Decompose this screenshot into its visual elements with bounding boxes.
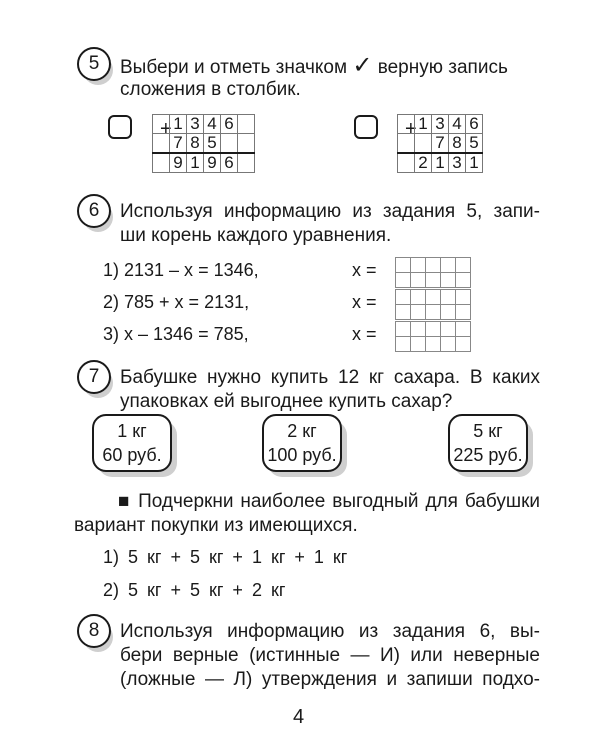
digit: 3 [449,153,466,173]
digit: 8 [187,134,204,154]
digit: 7 [170,134,187,154]
answer-checkbox-b[interactable] [354,115,378,139]
pack-price: 60 руб. [102,445,162,465]
task-7-sub-line-1: ■ Подчеркни наиболее выгодный для бабушки [118,491,540,512]
column-addition-a [152,114,255,173]
digit: 4 [449,115,466,134]
digit: 1 [432,153,449,173]
answer-label-1: x = [352,260,377,280]
pack-weight: 1 кг [117,421,147,441]
equation-1: 1) 2131 – x = 1346, [103,260,259,280]
option-2[interactable]: 2) 5 кг + 5 кг + 2 кг [103,580,286,600]
digit [221,134,238,154]
digit: 5 [466,134,483,154]
digit: 6 [221,115,238,134]
task-7-line-1: Бабушке нужно купить 12 кг сахара. В каких [120,367,540,388]
pack-price: 100 руб. [267,445,337,465]
digit: 2 [415,153,432,173]
digit [415,134,432,154]
task-6-line-1: Используя информацию из задания 5, запи- [120,201,540,222]
answer-field-2[interactable] [395,289,471,320]
pack-weight: 2 кг [287,421,317,441]
task-7-line-2: упаковках ей выгоднее купить сахар? [120,391,453,412]
task-5-number: 5 [77,47,111,81]
digit: 4 [204,115,221,134]
pack-weight: 5 кг [473,421,503,441]
task-6-line-2: ши корень каждого уравнения. [120,225,392,246]
pack-5kg [448,414,528,472]
equation-3: 3) x – 1346 = 785, [103,324,249,344]
digit: 1 [187,153,204,173]
digit: 1 [466,153,483,173]
option-1[interactable]: 1) 5 кг + 5 кг + 1 кг + 1 кг [103,547,348,567]
digit: 6 [221,153,238,173]
task-6-number: 6 [77,194,111,228]
task-8-line-1: Используя информацию из задания 6, вы- [120,621,540,642]
task-5-line-2: сложения в столбик. [120,79,301,100]
task-5-text-b: верную запись [377,57,508,78]
digit: 3 [432,115,449,134]
answer-checkbox-a[interactable] [108,115,132,139]
digit: 1 [170,115,187,134]
digit: 6 [466,115,483,134]
answer-field-1[interactable] [395,257,471,288]
digit: 5 [204,134,221,154]
digit: 7 [432,134,449,154]
digit: 1 [415,115,432,134]
task-8-number: 8 [77,614,111,648]
task-5-line-1 [120,54,540,80]
plus-sign-b: + [405,118,417,140]
digit: 9 [170,153,187,173]
task-7-number: 7 [77,360,111,394]
answer-field-3[interactable] [395,321,471,352]
pack-2kg [262,414,342,472]
task-8-line-2: бери верные (истинные — И) или неверные [120,645,540,666]
pack-price: 225 руб. [453,445,523,465]
answer-label-2: x = [352,292,377,312]
plus-sign-a: + [160,118,172,140]
answer-label-3: x = [352,324,377,344]
equation-2: 2) 785 + x = 2131, [103,292,250,312]
digit: 8 [449,134,466,154]
pack-1kg [92,414,172,472]
task-7-sub-line-2: вариант покупки из имеющихся. [74,515,358,536]
page-number: 4 [293,706,305,728]
digit: 3 [187,115,204,134]
task-8-line-3: (ложные — Л) утверждения и запиши подхо- [120,669,540,690]
digit: 9 [204,153,221,173]
task-5-text-a: Выбери и отметь значком [120,57,348,78]
column-addition-b [397,114,483,173]
check-icon: ✓ [352,52,373,79]
